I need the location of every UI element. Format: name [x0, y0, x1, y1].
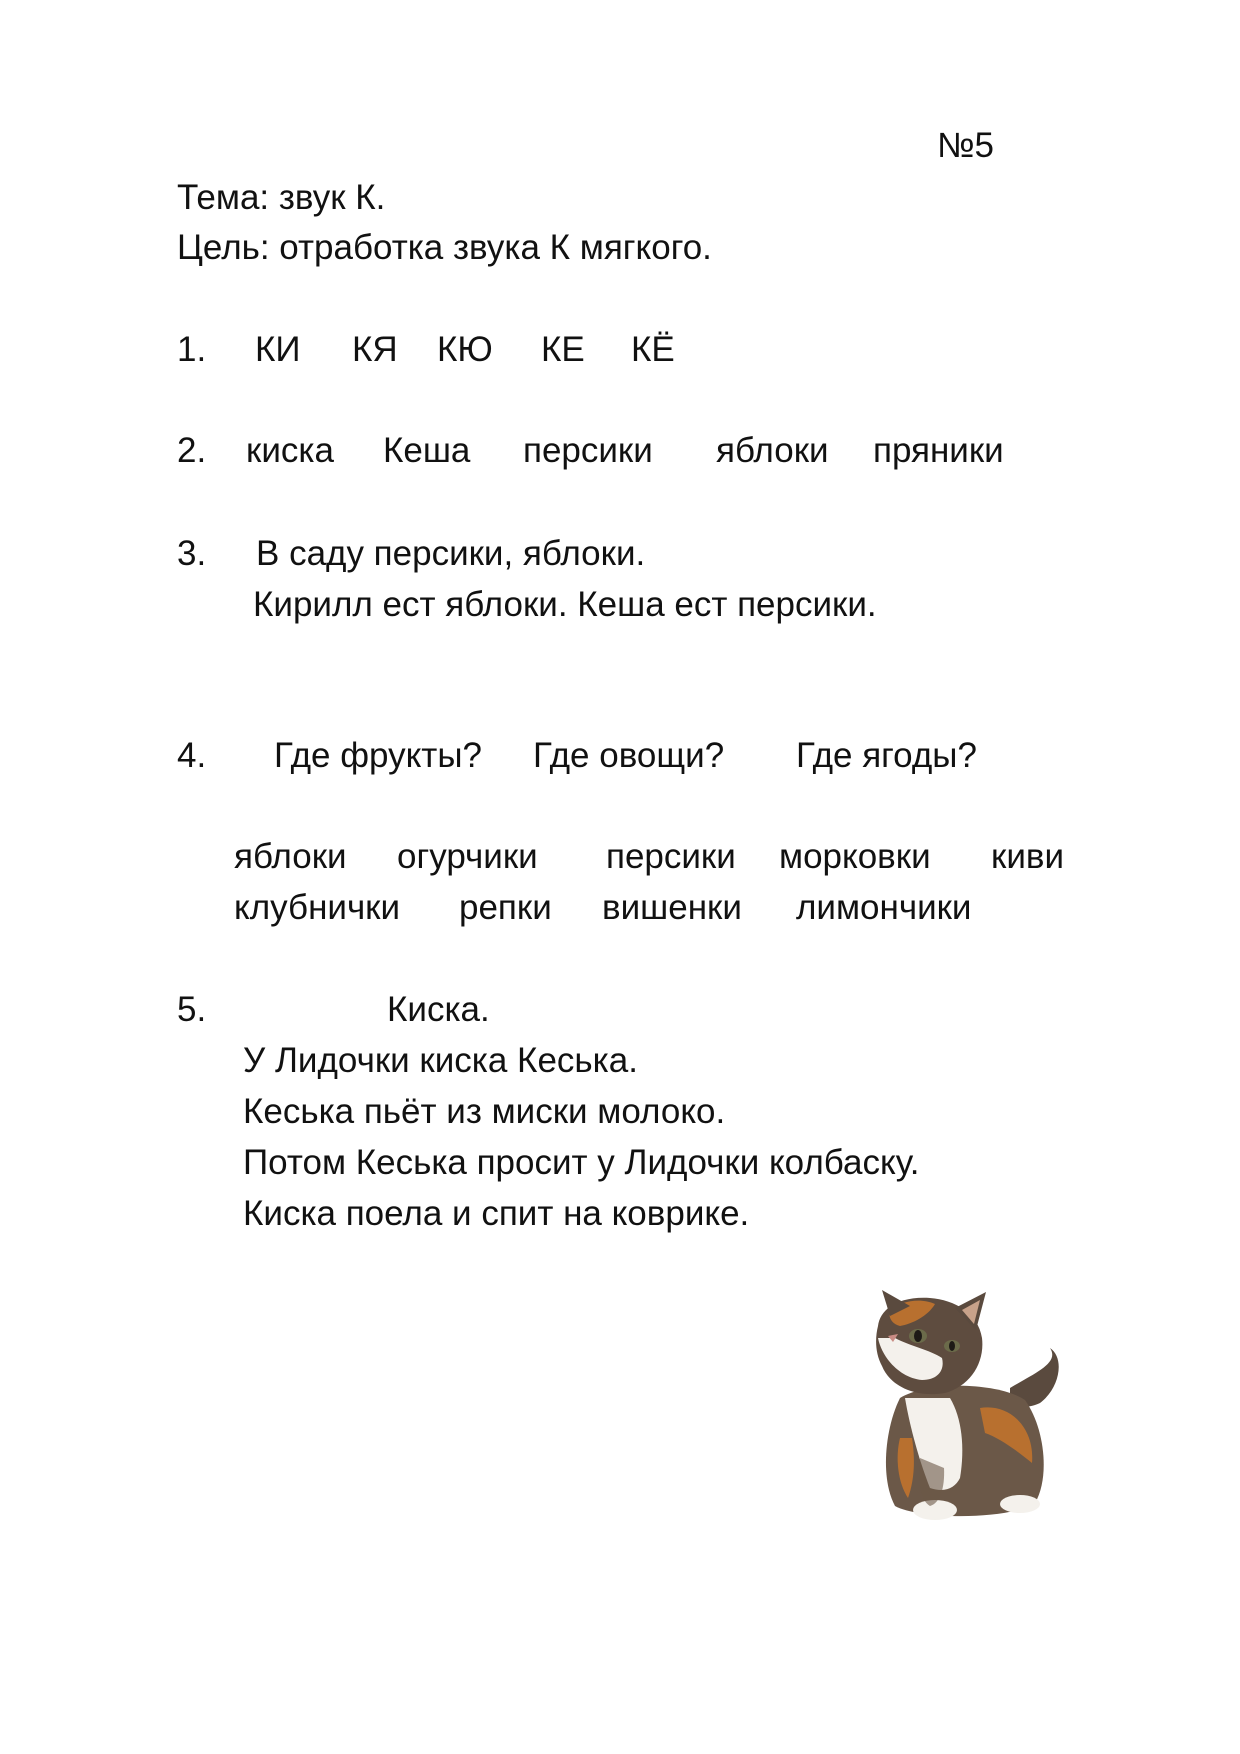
sentence-line: Кирилл ест яблоки. Кеша ест персики.	[253, 585, 877, 624]
word: персики	[523, 431, 653, 470]
story-line: Кеська пьёт из миски молоко.	[243, 1092, 726, 1131]
question: Где овощи?	[533, 736, 725, 775]
syllable: КЕ	[541, 330, 585, 369]
kitten-illustration	[860, 1288, 1070, 1524]
word: пряники	[873, 431, 1004, 470]
word: репки	[459, 888, 552, 927]
exercise-number: 2.	[177, 431, 207, 470]
word: морковки	[779, 837, 931, 876]
word: киви	[991, 837, 1065, 876]
syllable: КЯ	[352, 330, 398, 369]
word: яблоки	[716, 431, 829, 470]
exercise-number: 1.	[177, 330, 207, 369]
word: огурчики	[397, 837, 538, 876]
question: Где ягоды?	[796, 736, 977, 775]
story-line: Потом Кеська просит у Лидочки колбаску.	[243, 1143, 920, 1182]
word: яблоки	[234, 837, 347, 876]
word: киска	[246, 431, 334, 470]
word: Кеша	[383, 431, 471, 470]
word: лимончики	[796, 888, 972, 927]
sentence-line: В саду персики, яблоки.	[256, 534, 646, 573]
story-title: Киска.	[387, 990, 490, 1029]
document-number: №5	[937, 126, 995, 165]
syllable: КИ	[255, 330, 301, 369]
word: вишенки	[602, 888, 742, 927]
question: Где фрукты?	[274, 736, 482, 775]
syllable: КЮ	[437, 330, 493, 369]
word: клубнички	[234, 888, 401, 927]
word: персики	[606, 837, 736, 876]
story-line: У Лидочки киска Кеська.	[243, 1041, 638, 1080]
exercise-number: 5.	[177, 990, 207, 1029]
goal-line: Цель: отработка звука К мягкого.	[177, 228, 712, 267]
topic-line: Тема: звук К.	[177, 178, 386, 217]
story-line: Киска поела и спит на коврике.	[243, 1194, 750, 1233]
syllable: КЁ	[631, 330, 675, 369]
exercise-number: 3.	[177, 534, 207, 573]
exercise-number: 4.	[177, 736, 207, 775]
